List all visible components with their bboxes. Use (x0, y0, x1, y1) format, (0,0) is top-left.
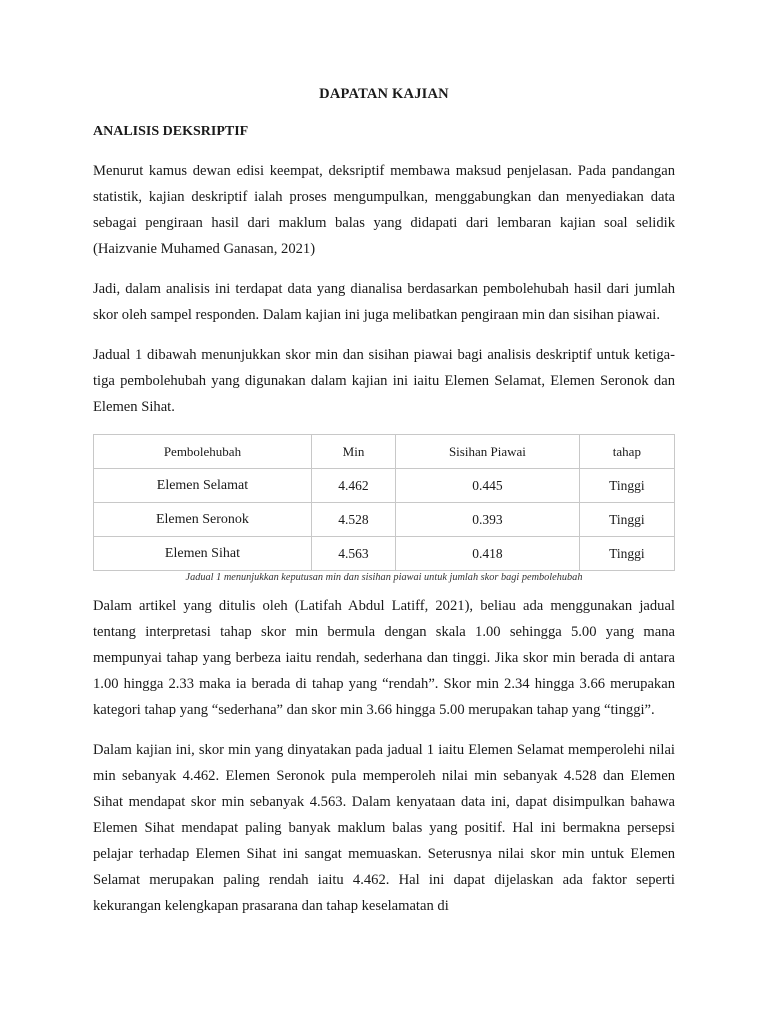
paragraph-discussion: Dalam kajian ini, skor min yang dinyatakan pada jadual 1 iaitu Elemen Selamat memperolehi nilai min sebanyak 4.462. Elemen Seronok pula memperoleh nilai min sebanyak 4.528 dan Elemen Sihat mendapat skor min sebanyak 4.563. Dalam kenyataan data ini, dapat disimpulkan bahawa Elemen Sihat mendapat paling banyak maklum balas yang positif. Hal ini bermakna persepsi pelajar terhadap Elemen Sihat ini sangat memuaskan. Seterusnya nilai skor min untuk Elemen Selamat merupakan paling rendah iaitu 4.462. Hal ini dapat dijelaskan ada faktor seperti kekurangan kelengkapan prasarana dan tahap keselamatan di (93, 742, 675, 914)
paragraph-table-intro: Jadual 1 dibawah menunjukkan skor min dan sisihan piawai bagi analisis deskriptif untuk ketiga-tiga pembolehubah yang digunakan dalam kajian ini iaitu Elemen Selamat, Elemen Seronok dan Elemen Sihat. (93, 347, 675, 415)
cell-std-dev: 0.418 (396, 537, 580, 571)
paragraph-interpretation: Dalam artikel yang ditulis oleh (Latifah Abdul Latiff, 2021), beliau ada menggunakan jadual tentang interpretasi tahap skor min bermula dengan skala 1.00 sehingga 5.00 yang mana mempunyai tahap yang berbeza iaitu rendah, sederhana dan tinggi. Jika skor min berada di antara 1.00 hingga 2.33 maka ia berada di tahap yang “rendah”. Skor min 2.34 hingga 3.66 merupakan kategori tahap yang “sederhana” dan skor min 3.66 hingga 5.00 merupakan tahap yang “tinggi”. (93, 598, 675, 718)
cell-level: Tinggi (579, 537, 674, 571)
table-row (94, 537, 675, 571)
section-heading: ANALISIS DEKSRIPTIF (93, 124, 249, 139)
column-header-level: tahap (579, 435, 674, 469)
cell-variable: Elemen Sihat (94, 537, 312, 571)
table-caption: Jadual 1 menunjukkan keputusan min dan sisihan piawai untuk jumlah skor bagi pembolehubah (185, 572, 583, 583)
table-row (94, 469, 675, 503)
cell-mean: 4.462 (311, 469, 395, 503)
column-header-variable: Pembolehubah (94, 435, 312, 469)
cell-mean: 4.528 (311, 503, 395, 537)
page-title: DAPATAN KAJIAN (319, 86, 449, 102)
cell-variable: Elemen Seronok (94, 503, 312, 537)
cell-level: Tinggi (579, 469, 674, 503)
cell-std-dev: 0.393 (396, 503, 580, 537)
table-row (94, 503, 675, 537)
cell-variable: Elemen Selamat (94, 469, 312, 503)
results-table (93, 434, 675, 571)
paragraph-definition: Menurut kamus dewan edisi keempat, deksriptif membawa maksud penjelasan. Pada pandangan statistik, kajian deskriptif ialah proses mengumpulkan, menggabungkan dan menyediakan data sebagai pengiraan hasil dari maklum balas yang didapati dari lembaran kajian soal selidik (Haizvanie Muhamed Ganasan, 2021) (93, 163, 675, 257)
cell-std-dev: 0.445 (396, 469, 580, 503)
paragraph-analysis: Jadi, dalam analisis ini terdapat data yang dianalisa berdasarkan pembolehubah hasil dari jumlah skor oleh sampel responden. Dalam kajian ini juga melibatkan pengiraan min dan sisihan piawai. (93, 281, 675, 323)
column-header-std-dev: Sisihan Piawai (396, 435, 580, 469)
table-header-row (94, 435, 675, 469)
column-header-mean: Min (311, 435, 395, 469)
cell-level: Tinggi (579, 503, 674, 537)
cell-mean: 4.563 (311, 537, 395, 571)
